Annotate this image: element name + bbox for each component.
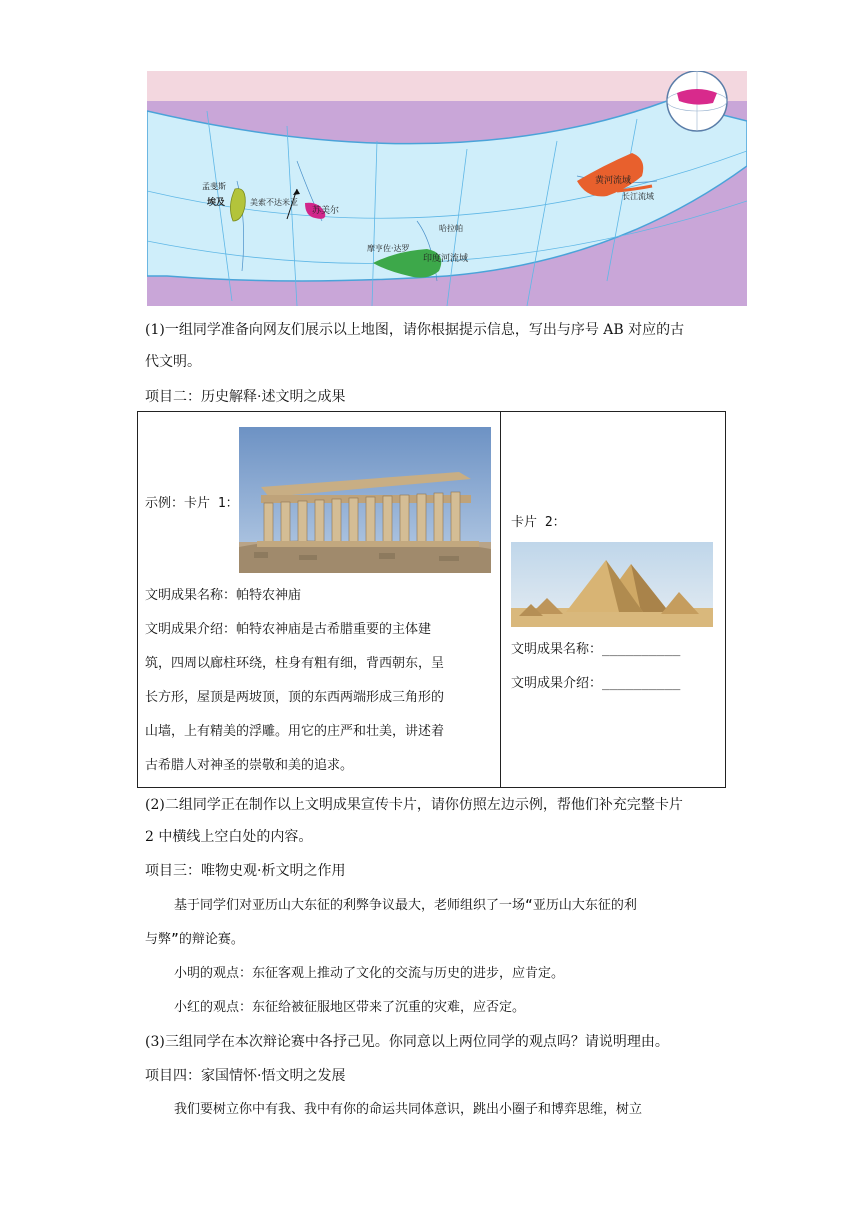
map-graphic (147, 71, 747, 306)
card-2-desc: 文明成果介绍：__________ (511, 676, 681, 691)
card-1-desc-line-3: 长方形，屋顶是两坡顶，顶的东西两端形成三角形的 (145, 690, 445, 705)
label-indus: 印度河流域 (423, 254, 469, 264)
card-1 (138, 412, 501, 788)
card-1-desc-line-1: 文明成果介绍：帕特农神庙是古希腊重要的主体建 (145, 622, 432, 637)
debate-intro-line-1: 基于同学们对亚历山大东征的利弊争议最大，老师组织了一场“亚历山大东征的利 (174, 898, 637, 913)
question-2-line-2: 2 中横线上空白处的内容。 (145, 829, 313, 845)
project-4-title: 项目四：家国情怀·悟文明之发展 (145, 1068, 346, 1084)
card-1-name: 文明成果名称：帕特农神庙 (145, 588, 302, 603)
card-1-desc-line-2: 筑，四周以廊柱环绕，柱身有粗有细，背西朝东，呈 (145, 656, 445, 671)
question-2-line-1: (2)二组同学正在制作以上文明成果宣传卡片，请你仿照左边示例，帮他们补充完整卡片 (145, 797, 683, 813)
label-yellow-river: 黄河流域 (595, 176, 632, 186)
cards-table (137, 411, 726, 788)
label-mesopotamia: 美索不达米亚 (250, 198, 298, 207)
xiaohong-viewpoint: 小红的观点：东征给被征服地区带来了沉重的灾难，应否定。 (174, 1000, 526, 1015)
label-egypt: 埃及 (207, 198, 226, 208)
card-1-desc-line-4: 山墙，上有精美的浮雕。用它的庄严和壮美，讲述着 (145, 724, 445, 739)
label-yangtze: 长江流域 (622, 192, 654, 201)
question-1-line-1: (1)一组同学准备向网友们展示以上地图，请你根据提示信息，写出与序号 AB 对应的古 (145, 322, 685, 338)
label-mengfeisi: 孟斐斯 (202, 182, 226, 191)
pyramids-image (511, 542, 713, 627)
project-2-title: 项目二：历史解释·述文明之成果 (145, 389, 346, 405)
card-1-desc-line-5: 古希腊人对神圣的崇敬和美的追求。 (145, 758, 354, 773)
debate-intro-line-2: 与弊”的辩论赛。 (145, 932, 244, 947)
card-1-label: 示例：卡片 1： (145, 496, 239, 511)
label-mohenjodaro: 摩亨佐·达罗 (367, 244, 410, 253)
project-3-title: 项目三：唯物史观·析文明之作用 (145, 863, 346, 879)
label-harappa: 哈拉帕 (439, 224, 463, 233)
xiaoming-viewpoint: 小明的观点：东征客观上推动了文化的交流与历史的进步，应肯定。 (174, 966, 565, 981)
closing-paragraph-line-1: 我们要树立你中有我、我中有你的命运共同体意识，跳出小圈子和博弈思维，树立 (174, 1102, 643, 1117)
card-2-name: 文明成果名称：__________ (511, 642, 681, 657)
question-3: (3)三组同学在本次辩论赛中各抒己见。你同意以上两位同学的观点吗？请说明理由。 (145, 1034, 669, 1050)
card-2 (501, 412, 726, 788)
question-1-line-2: 代文明。 (145, 354, 201, 370)
ancient-civilizations-map (147, 71, 747, 306)
parthenon-image (239, 427, 491, 573)
card-2-label: 卡片 2： (511, 515, 566, 530)
label-sumer: 苏美尔 (312, 206, 340, 216)
